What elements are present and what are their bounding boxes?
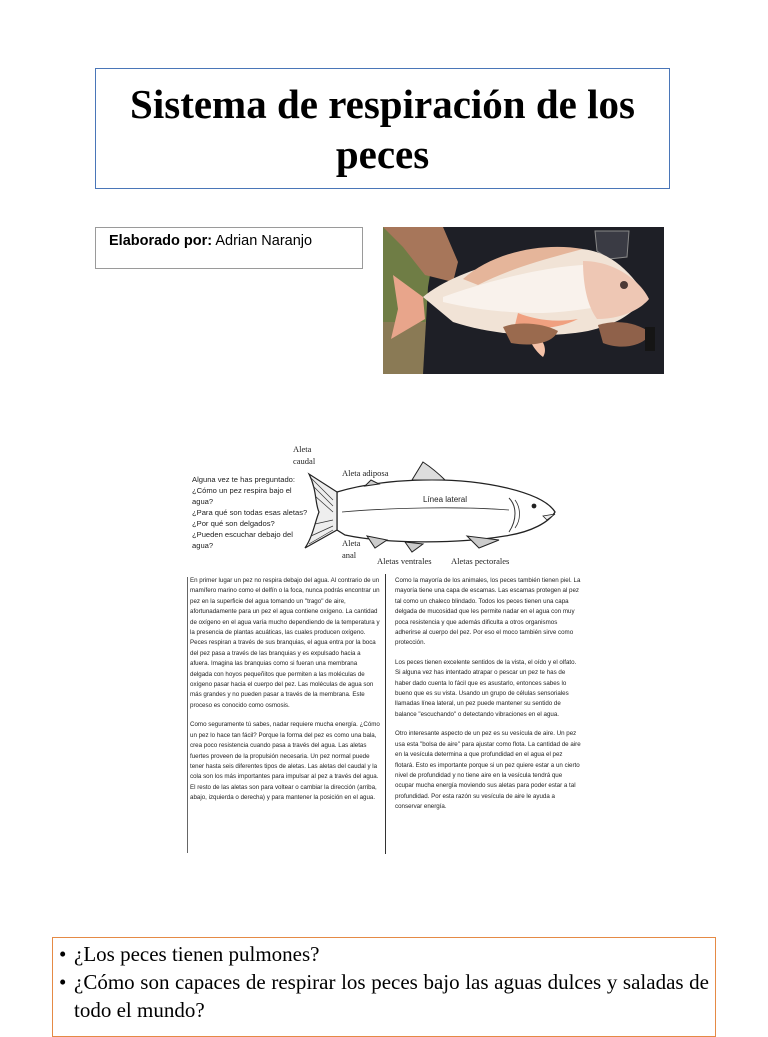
label-aleta-caudal-2: caudal	[293, 456, 316, 466]
title-box	[95, 68, 670, 189]
article-paragraph: Como la mayoría de los animales, los peces también tienen piel. La mayoría tiene una capa de escamas. Las escamas protegen al pez tal como un chaleco blindado. Todos los peces tienen una capa delgada de mucosidad que les permite nadar en el agua con muy poca resistencia y que además dificulta a otros organismos adherirse al cuerpo del pez. Por eso el moco también sirve como protección.	[395, 577, 581, 647]
question-text: ¿Los peces tienen pulmones?	[74, 942, 320, 966]
fish-body	[337, 480, 555, 542]
author-name: Adrian Naranjo	[215, 233, 313, 249]
label-linea-lateral: Línea lateral	[423, 495, 468, 504]
fish-photo-illustration	[383, 227, 664, 374]
diagram-question-line: ¿Cómo un pez respira bajo el	[192, 486, 292, 495]
column-divider	[385, 574, 386, 854]
label-aleta-anal-1: Aleta	[342, 538, 361, 548]
article-column-right	[395, 576, 581, 822]
author-box	[95, 227, 363, 269]
author-label: Elaborado por:	[109, 233, 213, 249]
label-aletas-ventrales: Aletas ventrales	[377, 556, 432, 566]
diagram-question-line: agua?	[192, 541, 214, 550]
bullet: •	[59, 942, 67, 966]
diagram-questions	[192, 474, 308, 551]
question-item	[59, 968, 709, 1024]
article-paragraph: Como seguramente tú sabes, nadar requiere mucha energía. ¿Cómo un pez lo hace tan fácil? Porque la forma del pez es como una bala, crea poco resistencia cuando pasa a través del agua. Las aletas fuertes proveen de la propulsión necesaria. Un pez normal puede tener hasta seis diferentes tipos de aletas. Las aletas del caudal y la cola son los más importantes para impulsar al pez a través del agua. El resto de las aletas son para voltear o cambiar la dirección (arriba, abajo, izquierda o derecha) y para mantener la posición en el agua.	[190, 721, 380, 802]
article-paragraph: Los peces tienen excelente sentidos de la vista, el oído y el olfato. Si alguna vez has intentado atrapar o pescar un pez te has de haber dado cuenta lo fácil que es asustarlo, entonces sabes lo bueno que es su vista. Usando un grupo de células sensoriales llamadas línea lateral, un pez puede mantener su sentido de balance "escuchando" o detectando vibraciones en el agua.	[395, 658, 577, 718]
label-aletas-pectorales: Aletas pectorales	[451, 556, 510, 566]
left-rule	[187, 577, 188, 853]
label-aleta-anal-2: anal	[342, 550, 357, 560]
diagram-question-line: ¿Pueden escuchar debajo del	[192, 530, 293, 539]
questions-box	[52, 937, 716, 1037]
diagram-question-line: ¿Por qué son delgados?	[192, 519, 275, 528]
diagram-question-line: Alguna vez te has preguntado:	[192, 475, 296, 484]
fish-photo	[383, 227, 664, 374]
article-paragraph: Otro interesante aspecto de un pez es su vesícula de aire. Un pez usa esta "bolsa de aire" para ajustar como flota. La cantidad de aire en la vesícula determina a que profundidad en el agua el pez flotará. Esto es importante porque si un pez quiere estar a un cierto nivel de profundidad y no tiene aire en la vesícula tendrá que ocupar mucha energía moviendo sus aletas para poder estar a tal profundidad. Por esta razón su vesícula de aire le ayuda a conservar energía.	[395, 730, 581, 811]
article-scan	[187, 440, 580, 855]
question-item	[59, 940, 709, 968]
dorsal-fin	[412, 462, 445, 480]
article-column-left	[190, 576, 380, 813]
ventral-fin	[405, 542, 423, 552]
diagram-question-line: ¿Para qué son todas esas aletas?	[192, 508, 308, 517]
article-paragraph: En primer lugar un pez no respira debajo del agua. Al contrario de un mamífero marino como el delfín o la foca, nunca podrás encontrar un pez en la superficie del agua tomando un "trago" de aire, afortunadamente para un pez el agua contiene oxígeno. La cantidad de oxígeno en el agua varía mucho dependiendo de la temperatura y la presencia de plantas acuáticas, las cuales producen oxígeno. Peces respiran a través de sus branquias, el agua entra por la boca del pez pasa a través de las branquias y es expulsado hacia a afuera. Imagina las branquias como si fueran una membrana delgada con hoyos pequeñitos que permiten a las moléculas de oxígeno pasar hacia el cuerpo del pez. Las moléculas de agua son más grandes y no pueden pasar a través de la membrana. Este proceso es conocido como osmosis.	[190, 577, 380, 709]
page-title: Sistema de respiración de los peces	[130, 80, 635, 177]
bullet: •	[59, 970, 67, 994]
label-aleta-caudal-1: Aleta	[293, 444, 312, 454]
question-text: ¿Cómo son capaces de respirar los peces bajo las aguas dulces y saladas de todo el mundo?	[74, 970, 709, 1022]
label-aleta-adiposa: Aleta adiposa	[342, 468, 389, 478]
diagram-question-line: agua?	[192, 497, 214, 506]
